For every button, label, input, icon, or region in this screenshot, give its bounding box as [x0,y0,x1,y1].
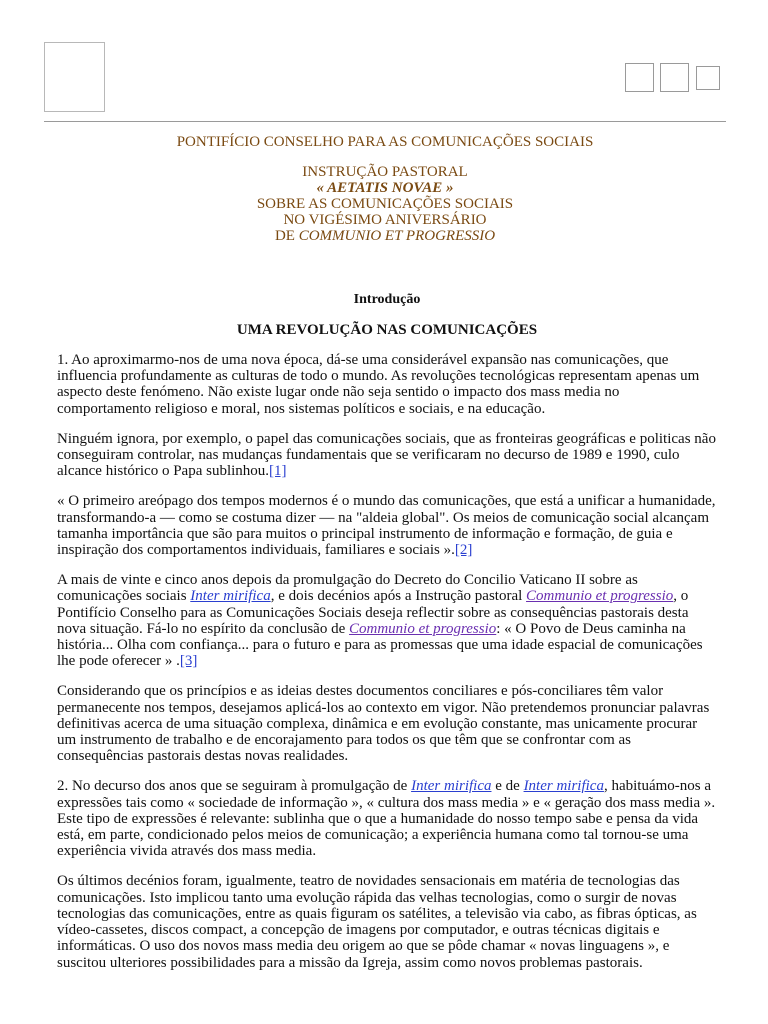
logo-placeholder[interactable] [44,42,105,112]
council-name: PONTIFÍCIO CONSELHO PARA AS COMUNICAÇÕES SOCIAIS [176,134,594,150]
paragraph-5: Considerando que os princípios e as ideias destes documentos conciliares e pós-conciliares têm valor permanecente nos tempos, desejamos aplicá-los ao contexto em vigor. Não pretendemos pronunciar palavras definitivas acerca de uma situação complexa, dinâmica e em evolução constante, mas unicamente procurar um instrumento de trabalho e de encorajamento para todos os que têm que se confrontar com as consequências pastorais destas novas realidades. [57,683,710,765]
paragraph-3: « O primeiro areópago dos tempos modernos é o mundo das comunicações, que está a unificar a humanidade, transformando-a — como se costuma dizer — na "aldeia global". Os meios de comunicação social alcançam tamanha importância que são para muitos o principal instrumento de informação e formação, de guia e inspiração dos comportamentos individuais, familiares e sociais ».[2] [57,493,716,559]
document-header [44,134,726,244]
link-inter-mirifica-2[interactable]: Inter mirifica [411,778,492,795]
doc-subtitle-2: NO VIGÉSIMO ANIVERSÁRIO [283,212,487,228]
footnote-link-2[interactable]: [2] [454,542,473,559]
link-inter-mirifica[interactable]: Inter mirifica [190,588,271,605]
link-communio-et-progressio[interactable]: Communio et progressio [526,588,674,605]
document-body [57,292,717,985]
header-divider [44,121,726,122]
nav-button-next[interactable] [696,66,720,90]
doc-title: « AETATIS NOVAE » [316,180,454,196]
footnote-link-1[interactable]: [1] [269,463,287,480]
footnote-link-3[interactable]: [3] [179,653,198,670]
paragraph-7: Os últimos decénios foram, igualmente, teatro de novidades sensacionais em matéria de tecnologias das comunicações. Isto implicou tanto uma evolução rápida das velhas tecnologias, como o surgir de novas tecnologias das comunicações, entre as quais figuram os satélites, a televisão via cabo, as fibras ópticas, as vídeo-cassetes, discos compact, a concepção de imagens por computador, e outras técnicas digitais e informáticas. O uso dos novos mass media deu origem ao que se pôde chamar « novas linguagens », e suscitou ulteriores possibilidades para a missão da Igreja, assim como novos problemas pastorais. [57,873,697,971]
paragraph-1: 1. Ao aproximarmo-nos de uma nova época, dá-se uma considerável expansão nas comunicações, que influencia profundamente as culturas de todo o mundo. As revoluções tecnológicas representam apenas um aspecto deste fenómeno. Não existe lugar onde não seja sentido o impacto dos mass media no comportamento religioso e moral, nos sistemas políticos e sociais, e na educação. [57,352,700,417]
doc-subtitle-1: SOBRE AS COMUNICAÇÕES SOCIAIS [256,196,514,212]
section-subheading: UMA REVOLUÇÃO NAS COMUNICAÇÕES [236,322,538,338]
link-communio-et-progressio-2[interactable]: Communio et progressio [349,620,497,637]
paragraph-2: Ninguém ignora, por exemplo, o papel das comunicações sociais, que as fronteiras geográficas e politicas não conseguiram controlar, nas mudanças fundamentais que se verificaram no decurso de 1989 e 1990, culo alcance histórico o Papa sublinhou.[1] [57,430,716,480]
link-inter-mirifica-3[interactable]: Inter mirifica [523,778,604,795]
section-heading: Introdução [353,292,421,307]
nav-button-index[interactable] [660,63,689,92]
nav-button-previous[interactable] [625,63,654,92]
doc-type: INSTRUÇÃO PASTORAL [302,164,468,180]
paragraph-6: 2. No decurso dos anos que se seguiram à promulgação de Inter mirifica e de Inter mirifica, habituámo-nos a expressões tais como « sociedade de informação », « cultura dos mass media » e « geração dos mass media ». Este tipo de expressões é relevante: sublinha que o que a humanidade do nosso tempo sabe e pensa da vida está, em parte, condicionado pelos meios de comunicação; a experiência humana como tal tornou-se uma experiência vivida através dos mass media. [57,778,716,860]
doc-subtitle-3: DE COMMUNIO ET PROGRESSIO [274,228,496,244]
paragraph-4: A mais de vinte e cinco anos depois da promulgação do Decreto do Concilio Vaticano II sobre as comunicações sociais Inter mirifica, e dois decénios após a Instrução pastoral Communio et progressio, o Pontifício Conselho para as Comunicações Sociais deseja reflectir sobre as consequências pastorais desta nova situação. Fá-lo no espírito da conclusão de Communio et progressio: « O Povo de Deus caminha na história... Olha com confiança... para o futuro e para as promessas que uma idade espacial de comunicações lhe pode oferecer » .[3] [57,572,703,670]
